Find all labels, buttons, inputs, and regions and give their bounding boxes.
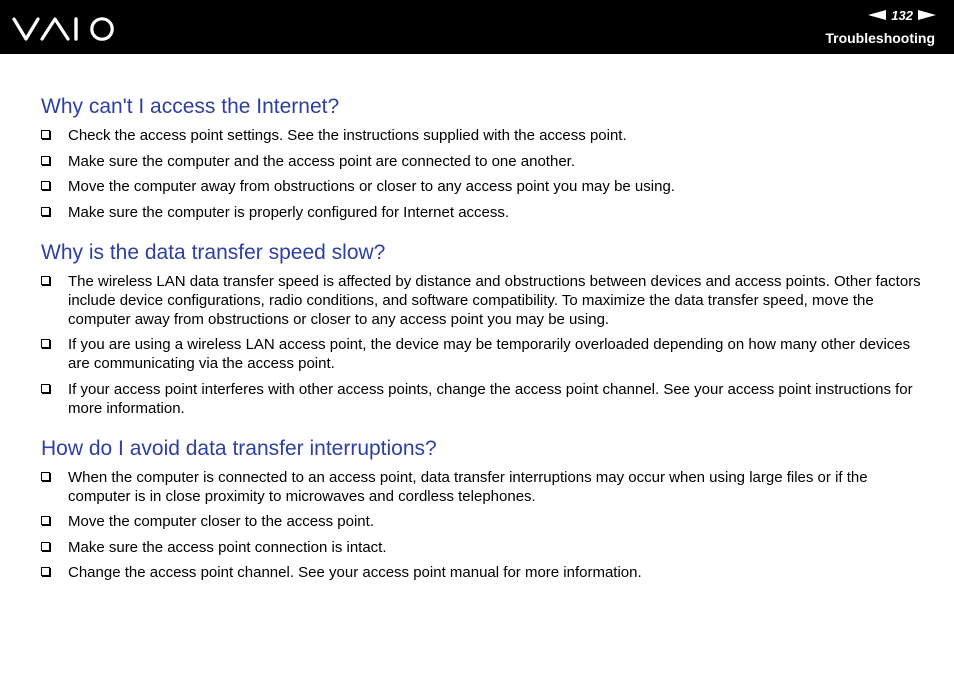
checkbox-bullet-icon bbox=[41, 567, 50, 576]
section-internet-access bbox=[41, 93, 921, 222]
next-page-arrow-icon[interactable] bbox=[918, 10, 936, 20]
list-item: Move the computer closer to the access point. bbox=[41, 512, 921, 531]
page-navigator bbox=[868, 7, 936, 23]
list-item: Move the computer away from obstructions or closer to any access point you may be using. bbox=[41, 177, 921, 196]
list-item: If your access point interferes with other access points, change the access point channel. See your access point instructions for more information. bbox=[41, 380, 921, 418]
checkbox-bullet-icon bbox=[41, 472, 50, 481]
checkbox-bullet-icon bbox=[41, 276, 50, 285]
previous-page-arrow-icon[interactable] bbox=[868, 10, 886, 20]
checkbox-bullet-icon bbox=[41, 156, 50, 165]
bullet-list bbox=[41, 468, 921, 583]
section-heading: How do I avoid data transfer interruptions? bbox=[41, 436, 437, 460]
section-transfer-speed bbox=[41, 239, 921, 418]
list-item: Make sure the access point connection is intact. bbox=[41, 538, 921, 557]
checkbox-bullet-icon bbox=[41, 130, 50, 139]
list-item: Change the access point channel. See your access point manual for more information. bbox=[41, 563, 921, 582]
list-item: If you are using a wireless LAN access point, the device may be temporarily overloaded depending on how many other devices are communicating via the access point. bbox=[41, 335, 921, 373]
list-item: The wireless LAN data transfer speed is affected by distance and obstructions between devices and access points. Other factors include device configurations, radio conditions, and software compatibility. To maximize the data transfer speed, move the computer away from obstructions or closer to any access point you may be using. bbox=[41, 272, 921, 329]
checkbox-bullet-icon bbox=[41, 516, 50, 525]
section-heading: Why is the data transfer speed slow? bbox=[41, 240, 386, 264]
checkbox-bullet-icon bbox=[41, 339, 50, 348]
page-header bbox=[0, 0, 954, 56]
list-item: Make sure the computer is properly configured for Internet access. bbox=[41, 203, 921, 222]
checkbox-bullet-icon bbox=[41, 542, 50, 551]
bullet-list bbox=[41, 272, 921, 418]
page-content bbox=[41, 93, 921, 582]
bullet-list bbox=[41, 126, 921, 222]
page-number: 132 bbox=[891, 7, 913, 23]
checkbox-bullet-icon bbox=[41, 384, 50, 393]
list-item: When the computer is connected to an access point, data transfer interruptions may occur when using large files or if the computer is in close proximity to microwaves and cordless telephones. bbox=[41, 468, 921, 506]
section-transfer-interruptions bbox=[41, 435, 921, 583]
section-label: Troubleshooting bbox=[825, 30, 935, 46]
checkbox-bullet-icon bbox=[41, 181, 50, 190]
vaio-logo bbox=[12, 14, 120, 44]
checkbox-bullet-icon bbox=[41, 207, 50, 216]
list-item: Make sure the computer and the access point are connected to one another. bbox=[41, 152, 921, 171]
section-heading: Why can't I access the Internet? bbox=[41, 95, 340, 118]
list-item: Check the access point settings. See the instructions supplied with the access point. bbox=[41, 126, 921, 145]
